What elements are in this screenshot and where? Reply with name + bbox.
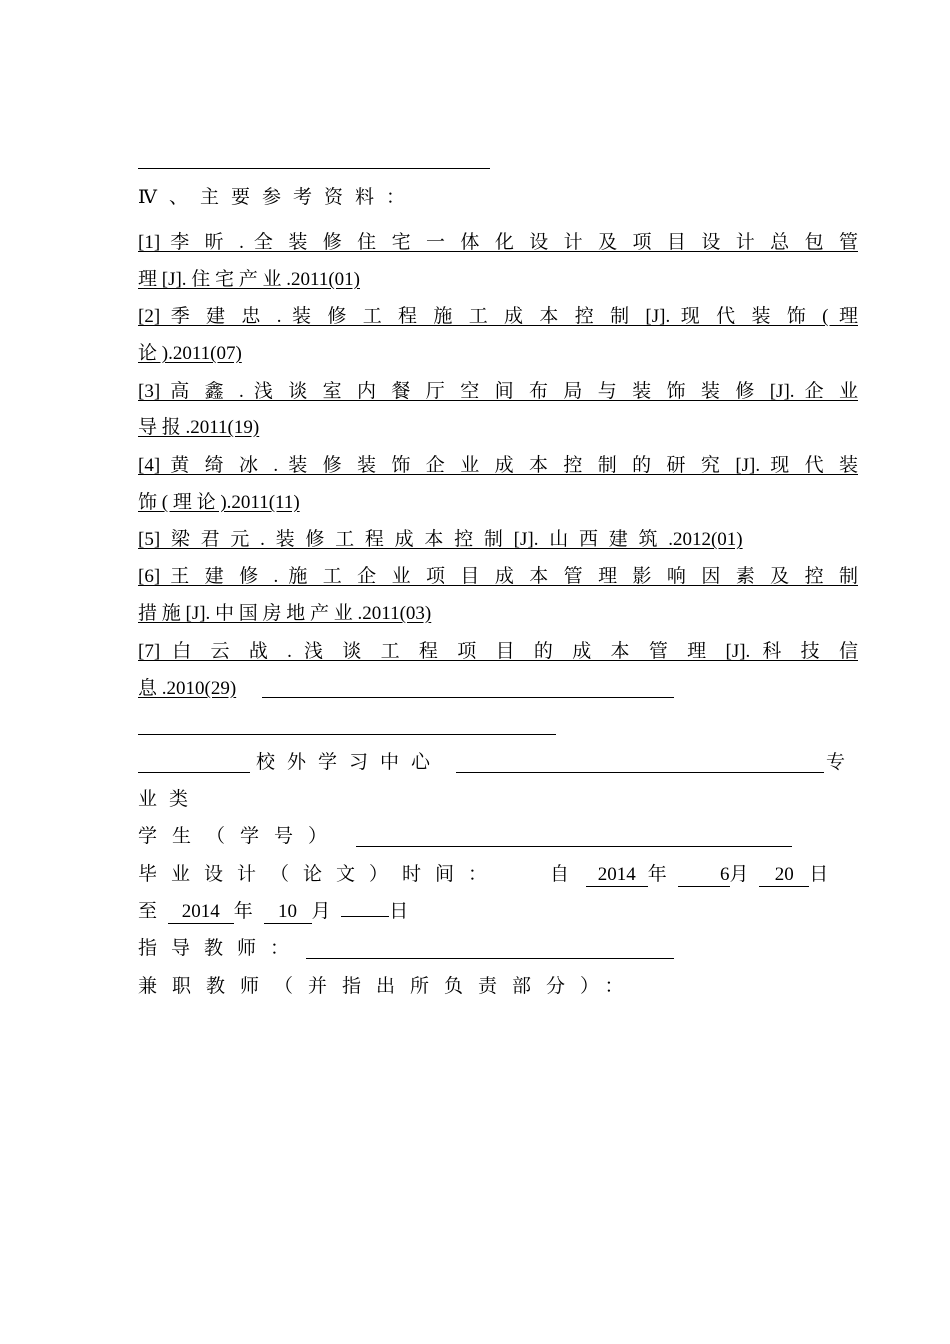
major-field[interactable] (456, 772, 824, 773)
end-month-field[interactable]: 10 (264, 901, 312, 924)
time-label: 毕业设计（论文）时间： (138, 864, 502, 885)
reference-1-line2: 理 [J]. 住 宅 产 业 .2011(01) (138, 269, 360, 290)
reference-1-line1: [1] 李 昕 . 全 装 修 住 宅 一 体 化 设 计 及 项 目 设 计 总 包 管 (138, 232, 858, 253)
reference-5-line1: [5] 梁 君 元 . 装 修 工 程 成 本 控 制 [J]. 山 西 建 筑 .2012(01) (138, 529, 743, 550)
advisor-label: 指导教师： (138, 938, 304, 959)
parttime-label: 兼职教师（并指出所负责部分）： (138, 976, 639, 997)
reference-2-line2: 论 ).2011(07) (138, 343, 242, 364)
major-suffix: 专 (826, 752, 846, 773)
start-month-field[interactable]: 6 (678, 864, 730, 887)
to-label: 至 (138, 901, 158, 922)
time-from-row (550, 863, 828, 887)
major-label-line2: 业类 (138, 789, 201, 810)
start-year-unit: 年 (647, 864, 667, 885)
reference-4-line2: 饰 ( 理 论 ).2011(11) (138, 492, 300, 513)
reference-7-trailing-line (262, 697, 674, 698)
time-to-row (138, 900, 408, 924)
end-year-unit: 年 (233, 901, 253, 922)
reference-3-line2: 导 报 .2011(19) (138, 417, 260, 438)
start-day-unit: 日 (809, 864, 829, 885)
start-day-field[interactable]: 20 (759, 864, 809, 887)
top-blank-line (138, 168, 490, 169)
start-month-unit: 月 (729, 864, 749, 885)
center-name-field[interactable] (138, 772, 250, 773)
end-year-field[interactable]: 2014 (168, 901, 234, 924)
student-id-field[interactable] (356, 846, 792, 847)
reference-7-line2: 息 .2010(29) (138, 678, 237, 699)
from-label: 自 (550, 864, 570, 885)
end-day-field[interactable] (341, 916, 389, 917)
reference-3-line1: [3] 高 鑫 . 浅 谈 室 内 餐 厅 空 间 布 局 与 装 饰 装 修 [J]. 企 业 (138, 381, 858, 402)
end-day-unit: 日 (389, 901, 409, 922)
student-label: 学生（学号） (138, 826, 343, 847)
center-label: 校外学习中心 (256, 752, 443, 773)
separator-line (138, 734, 556, 735)
reference-4-line1: [4] 黄 绮 冰 . 装 修 装 饰 企 业 成 本 控 制 的 研 究 [J]. 现 代 装 (138, 455, 858, 476)
reference-7-line1: [7] 白 云 战 . 浅 谈 工 程 项 目 的 成 本 管 理 [J]. 科 技 信 (138, 641, 858, 662)
reference-6-line2: 措 施 [J]. 中 国 房 地 产 业 .2011(03) (138, 603, 432, 624)
section-heading: Ⅳ、主要参考资料： (138, 187, 417, 208)
reference-6-line1: [6] 王 建 修 . 施 工 企 业 项 目 成 本 管 理 影 响 因 素 及 控 制 (138, 566, 858, 587)
start-year-field[interactable]: 2014 (586, 864, 648, 887)
end-month-unit: 月 (311, 901, 331, 922)
reference-2-line1: [2] 季 建 忠 . 装 修 工 程 施 工 成 本 控 制 [J]. 现 代 装 饰 ( 理 (138, 306, 858, 327)
advisor-field[interactable] (306, 958, 674, 959)
